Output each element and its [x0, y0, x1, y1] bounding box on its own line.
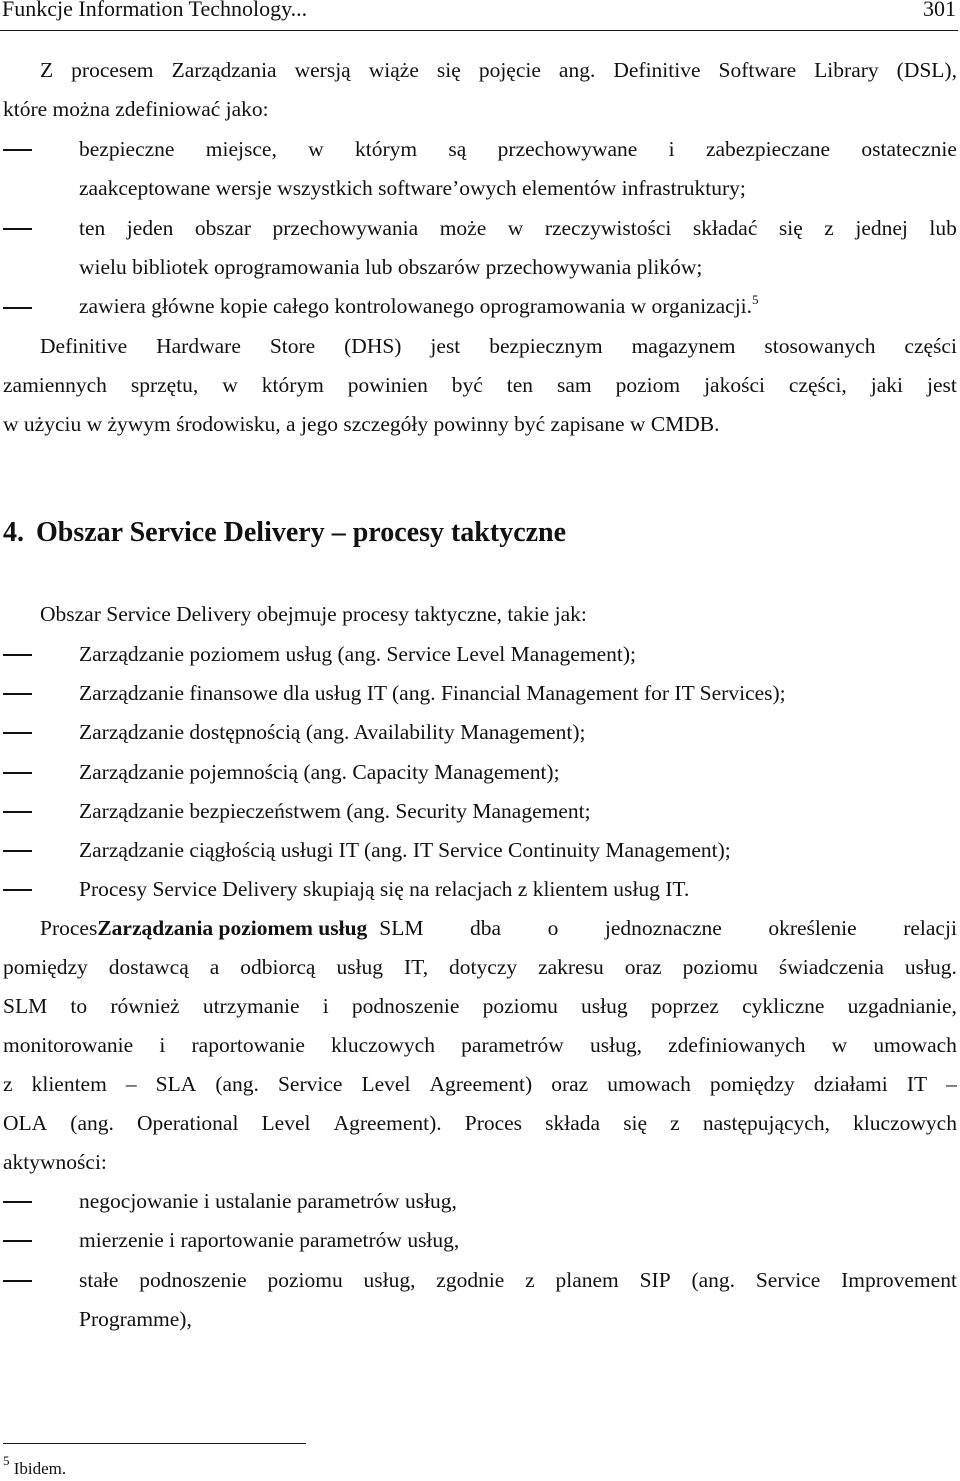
word: Proces [464, 1111, 523, 1135]
running-header [2, 0, 956, 26]
list-dash [3, 1240, 32, 1242]
list-dash [3, 693, 32, 695]
word: jest [926, 373, 957, 397]
list-dash [3, 889, 32, 891]
word: przechowywane [497, 137, 638, 161]
dsl-item-3-text: zawiera główne kopie całego kontrolowanego oprogramowania w organizacji. [79, 294, 753, 318]
word: stałe [79, 1268, 119, 1292]
service-delivery-item-1: Zarządzanie poziomem usług (ang. Service Level Management); [79, 642, 636, 666]
word: zgodnie [436, 1268, 505, 1292]
list-dash [3, 850, 32, 852]
word: zakresu [538, 955, 604, 979]
word: IT, [404, 955, 429, 979]
word: oraz [624, 955, 662, 979]
list-dash [3, 1280, 32, 1282]
word: poprzez [650, 994, 719, 1018]
word: Hardware [156, 334, 241, 358]
word: Improvement [841, 1268, 957, 1292]
word: ten [506, 373, 534, 397]
word: Zarządzania [171, 58, 277, 82]
word: SLA [155, 1072, 197, 1096]
word: obszar [194, 216, 251, 240]
service-delivery-item-6: Zarządzanie ciągłością usługi IT (ang. IT Service Continuity Management); [79, 838, 731, 862]
slm-activity-3-line-2: Programme), [79, 1307, 192, 1331]
word: rzeczywistości [544, 216, 672, 240]
word: zabezpieczane [705, 137, 831, 161]
section-intro: Obszar Service Delivery obejmuje procesy taktyczne, takie jak: [40, 602, 587, 626]
list-dash [3, 811, 32, 813]
word: poziom [615, 373, 681, 397]
word: z [824, 216, 834, 240]
list-dash [3, 732, 32, 734]
slm-line-6 [3, 1108, 957, 1138]
word: (ang. [70, 1111, 114, 1135]
word: którym [261, 373, 324, 397]
word: działami [813, 1072, 888, 1096]
word: (ang. [215, 1072, 259, 1096]
word: może [439, 216, 487, 240]
word: i [159, 1033, 166, 1057]
word: jaki [870, 373, 904, 397]
word: w [831, 1033, 848, 1057]
section-title: Obszar Service Delivery – procesy taktyczne [36, 517, 567, 548]
word: relacji [903, 916, 957, 940]
word: to [70, 994, 88, 1018]
word: Service [277, 1072, 343, 1096]
word: i [322, 994, 329, 1018]
word: podnoszenie [139, 1268, 247, 1292]
word: bezpiecznym [489, 334, 603, 358]
word: o [547, 916, 559, 940]
word: utrzymanie [202, 994, 300, 1018]
section-heading [3, 513, 566, 553]
word: a [209, 955, 220, 979]
word: jeden [126, 216, 174, 240]
word: usług. [904, 955, 957, 979]
word: SLM [379, 916, 424, 940]
dhs-line-3: w użyciu w żywym środowisku, a jego szczegóły powinny być zapisane w CMDB. [3, 412, 720, 436]
word: (ang. [691, 1268, 736, 1292]
word: zdefiniowanych [668, 1033, 806, 1057]
word: wiąże [368, 58, 419, 82]
word: składać [692, 216, 758, 240]
word: parametrów [461, 1033, 564, 1057]
slm-line-1-rest [379, 913, 957, 943]
dsl-intro-line-1 [40, 55, 957, 85]
word: określenie [768, 916, 857, 940]
word: pomiędzy [709, 1072, 795, 1096]
word: – [946, 1072, 957, 1096]
word: IT [906, 1072, 928, 1096]
word: umowach [607, 1072, 691, 1096]
slm-activity-3-line-1 [79, 1265, 957, 1295]
footnote-reference: 5 [752, 292, 759, 307]
dsl-item-2-line-2: wielu bibliotek oprogramowania lub obszarów przechowywania plików; [79, 255, 703, 279]
service-delivery-item-7: Procesy Service Delivery skupiają się na relacjach z klientem usług IT. [79, 877, 690, 901]
word: Store [269, 334, 316, 358]
footnote-text: Ibidem. [13, 1459, 67, 1478]
word: klientem [31, 1072, 107, 1096]
word: wersją [294, 58, 351, 82]
word: Software [718, 58, 797, 82]
word: i [668, 137, 675, 161]
footnote [3, 1453, 67, 1481]
word: magazynem [631, 334, 736, 358]
word: składa [545, 1111, 601, 1135]
word: stosowanych [764, 334, 876, 358]
list-dash [3, 654, 32, 656]
word: poziomu [682, 955, 758, 979]
word: się [436, 58, 461, 82]
slm-bold-term: Zarządzania poziomem usług [97, 916, 368, 940]
word: – [125, 1072, 137, 1096]
service-delivery-item-5: Zarządzanie bezpieczeństwem (ang. Security Management; [79, 799, 591, 823]
word: z [525, 1268, 535, 1292]
slm-line-5 [3, 1069, 957, 1099]
word: lub [929, 216, 957, 240]
word: raportowanie [191, 1033, 305, 1057]
slm-line-3 [3, 991, 957, 1021]
word: ten [79, 216, 106, 240]
word: również [110, 994, 180, 1018]
word: dotyczy [449, 955, 518, 979]
word: poziomu [267, 1268, 343, 1292]
word: OLA [3, 1111, 48, 1135]
word: SLM [3, 994, 48, 1018]
word: części, [788, 373, 847, 397]
word: sprzętu, [130, 373, 199, 397]
dsl-intro-line-2: które można zdefiniować jako: [3, 97, 269, 121]
service-delivery-item-3: Zarządzanie dostępnością (ang. Availability Management); [79, 720, 586, 744]
list-dash [3, 228, 32, 230]
word: części [904, 334, 957, 358]
word: Library [814, 58, 879, 82]
slm-line-7: aktywności: [3, 1150, 107, 1174]
word: pojęcie [478, 58, 541, 82]
slm-activity-1: negocjowanie i ustalanie parametrów usług, [79, 1189, 457, 1213]
dhs-line-1 [40, 331, 957, 361]
dsl-item-1-line-2: zaakceptowane wersje wszystkich software’owych elementów infrastruktury; [79, 176, 746, 200]
word: Definitive [40, 334, 128, 358]
word: Operational [136, 1111, 239, 1135]
page-number: 301 [923, 0, 956, 21]
word: uzgadnianie, [847, 994, 957, 1018]
word: następujących, [702, 1111, 830, 1135]
word: w [222, 373, 238, 397]
word: (DHS) [344, 334, 402, 358]
list-dash [3, 307, 32, 309]
word: usług [581, 994, 628, 1018]
word: pomiędzy [3, 955, 88, 979]
footnote-rule [3, 1443, 306, 1444]
word: Z [40, 58, 54, 82]
list-dash [3, 149, 32, 151]
word: poziomu [482, 994, 558, 1018]
list-dash [3, 772, 32, 774]
header-rule [0, 30, 958, 31]
word: Agreement) [429, 1072, 533, 1096]
word: umowach [873, 1033, 957, 1057]
header-title: Funkcje Information Technology... [2, 0, 308, 21]
word: zamiennych [3, 373, 107, 397]
word: się [778, 216, 803, 240]
word: przechowywania [272, 216, 419, 240]
slm-activity-2: mierzenie i raportowanie parametrów usług, [79, 1228, 460, 1252]
word: bezpieczne [79, 137, 175, 161]
service-delivery-item-2: Zarządzanie finansowe dla usług IT (ang. Financial Management for IT Services); [79, 681, 786, 705]
word: Service [755, 1268, 821, 1292]
word: Definitive [613, 58, 701, 82]
dsl-item-3 [79, 291, 957, 321]
slm-line-1 [40, 913, 957, 943]
dsl-item-1-line-1 [79, 134, 957, 164]
word: w [308, 137, 324, 161]
word: jednej [855, 216, 908, 240]
word: dba [470, 916, 502, 940]
word: sam [557, 373, 592, 397]
word: być [451, 373, 483, 397]
word: usług, [363, 1268, 416, 1292]
word: w [507, 216, 524, 240]
slm-line-2 [3, 952, 957, 982]
word: którym [355, 137, 418, 161]
word: jest [430, 334, 461, 358]
word: miejsce, [205, 137, 277, 161]
word: Agreement). [333, 1111, 442, 1135]
slm-line-1-start: Proces [40, 916, 98, 940]
word: kluczowych [853, 1111, 957, 1135]
word: oraz [551, 1072, 589, 1096]
word: z [670, 1111, 680, 1135]
word: cykliczne [742, 994, 825, 1018]
word: są [448, 137, 467, 161]
dsl-item-2-line-1 [79, 213, 957, 243]
word: jakości [704, 373, 765, 397]
word: procesem [71, 58, 154, 82]
word: (DSL), [896, 58, 957, 82]
word: świadczenia [778, 955, 884, 979]
word: usług, [590, 1033, 642, 1057]
slm-line-4 [3, 1030, 957, 1060]
word: się [623, 1111, 648, 1135]
word: dostawcą [108, 955, 189, 979]
footnote-number: 5 [3, 1453, 10, 1468]
word: monitorowanie [3, 1033, 134, 1057]
word: Level [361, 1072, 411, 1096]
list-dash [3, 1201, 32, 1203]
word: ostatecznie [861, 137, 957, 161]
service-delivery-item-4: Zarządzanie pojemnością (ang. Capacity Management); [79, 760, 560, 784]
word: podnoszenie [351, 994, 460, 1018]
word: Level [261, 1111, 311, 1135]
dhs-line-2 [3, 370, 957, 400]
word: jednoznaczne [604, 916, 722, 940]
word: SIP [639, 1268, 671, 1292]
word: odbiorcą [240, 955, 316, 979]
section-number: 4. [3, 517, 24, 548]
word: powinien [347, 373, 428, 397]
word: planem [555, 1268, 619, 1292]
word: z [3, 1072, 13, 1096]
word: ang. [558, 58, 596, 82]
word: kluczowych [331, 1033, 435, 1057]
word: usług [336, 955, 384, 979]
